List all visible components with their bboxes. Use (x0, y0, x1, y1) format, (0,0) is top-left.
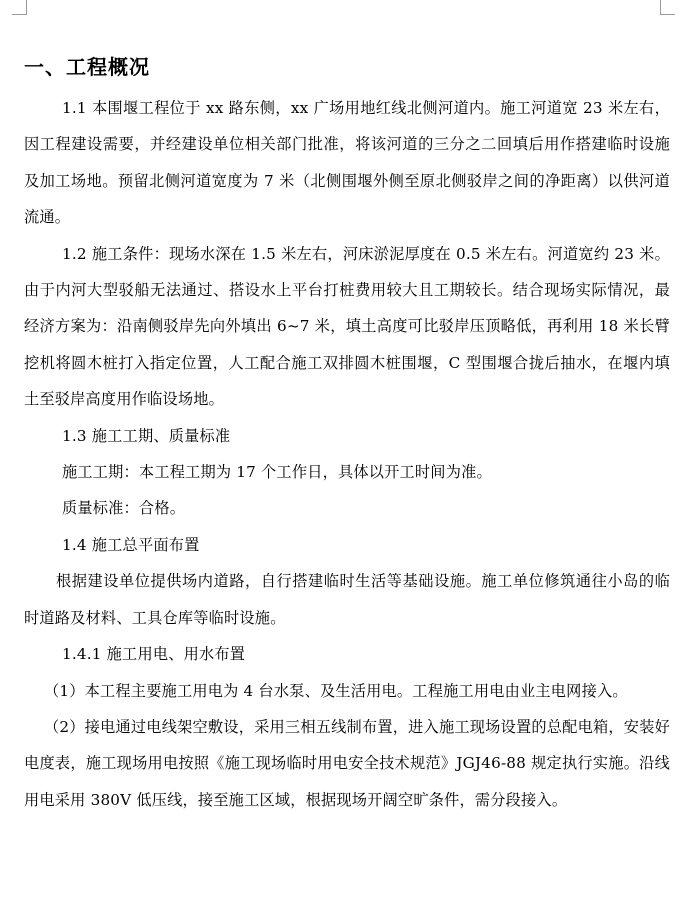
paragraph-layout: 根据建设单位提供场内道路，自行搭建临时生活等基础设施。施工单位修筑通往小岛的临时道路及材料、工具仓库等临时设施。 (24, 572, 670, 627)
paragraph-quality: 质量标准：合格。 (62, 499, 186, 518)
paragraph-1-1: 1.1 本围堰工程位于 xx 路东侧，xx 广场用地红线北侧河道内。施工河道宽 23 米左右，因工程建设需要，并经建设单位相关部门批准，将该河道的三分之二回填后用作搭建临时设施及加工场地。预留北侧河道宽度为 7 米（北侧围堰外侧至原北侧驳岸之间的净距离）以供河道流通。 (24, 99, 670, 227)
subheading-1-3: 1.3 施工工期、质量标准 (62, 426, 231, 445)
paragraph-power-2: （2）接电通过电线架空敷设，采用三相五线制布置，进入施工现场设置的总配电箱，安装好电度表，施工现场用电按照《施工现场临时用电安全技术规范》JGJ46-88 规定执行实施。沿线用电采用 380V 低压线，接至施工区域，根据现场开阔空旷条件，需分段接入。 (24, 717, 670, 809)
subheading-1-4-1: 1.4.1 施工用电、用水布置 (62, 645, 246, 664)
page-corner-mark-left (12, 0, 27, 15)
paragraph-power-1: （1）本工程主要施工用电为 4 台水泵、及生活用电。工程施工用电由业主电网接入。 (44, 681, 628, 700)
section-heading: 一、工程概况 (24, 55, 150, 79)
page-corner-mark-right (660, 0, 675, 15)
paragraph-schedule: 施工工期：本工程工期为 17 个工作日，具体以开工时间为准。 (62, 463, 492, 482)
subheading-1-4: 1.4 施工总平面布置 (62, 535, 200, 554)
document-page (24, 50, 670, 818)
paragraph-1-2: 1.2 施工条件：现场水深在 1.5 米左右，河床淤泥厚度在 0.5 米左右。河道宽约 23 米。由于内河大型驳船无法通过、搭设水上平台打桩费用较大且工期较长。结合现场实际情况，最经济方案为：沿南侧驳岸先向外填出 6~7 米，填土高度可比驳岸压顶略低，再利用 18 米长臂挖机将圆木桩打入指定位置，人工配合施工双排圆木桩围堰，C 型围堰合拢后抽水，在堰内填土至驳岸高度用作临设场地。 (24, 244, 670, 409)
